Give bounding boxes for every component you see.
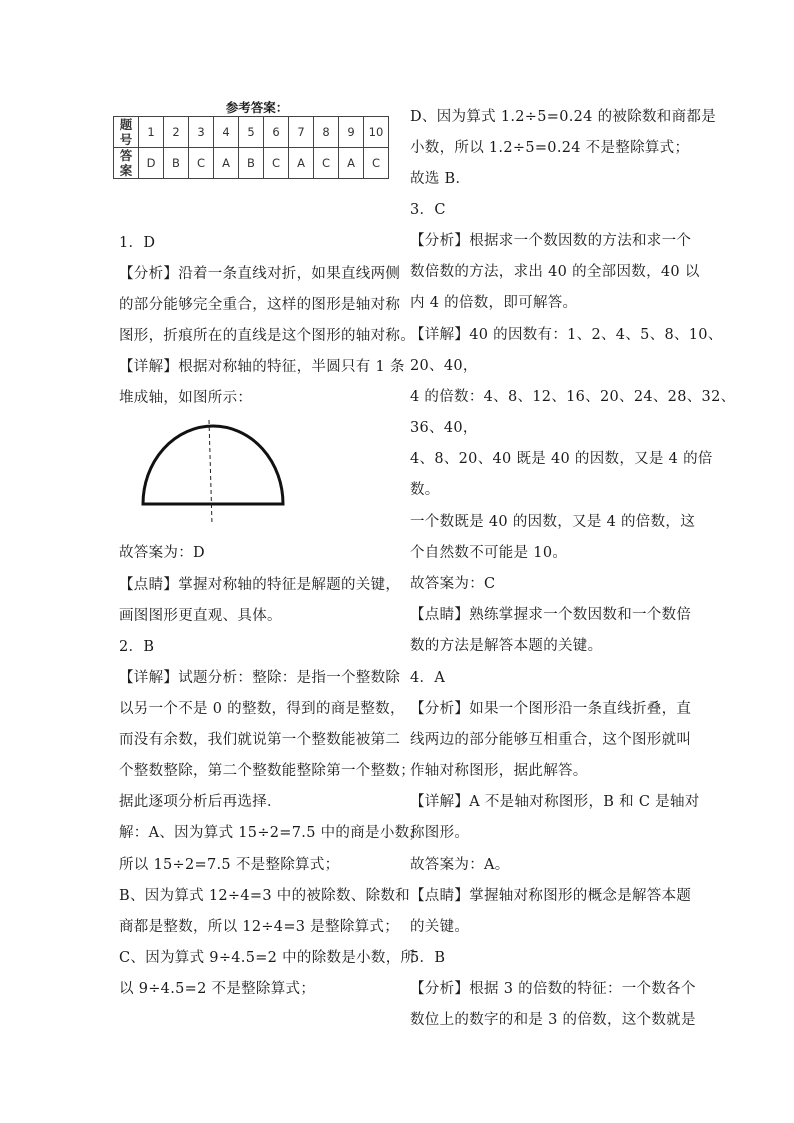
- answer-header: 答 案: [114, 148, 139, 179]
- analysis-line: 【分析】根据 3 的倍数的特征：一个数各个: [410, 981, 696, 997]
- detail-line: 而没有余数，我们就说第一个整数能被第二: [119, 732, 401, 748]
- answer-cell: A: [214, 148, 239, 179]
- analysis-line: 【分析】沿着一条直线对折，如果直线两侧: [119, 266, 401, 282]
- detail-line: 【详解】根据对称轴的特征，半圆只有 1 条: [119, 359, 405, 375]
- detail-line: 以另一个不是 0 的整数，得到的商是整数，: [119, 701, 405, 717]
- question-number-cell: 5: [239, 117, 264, 148]
- answer-line: 故选 B．: [410, 171, 471, 187]
- key-point-line: 画图图形更直观、具体。: [119, 608, 282, 624]
- detail-line: 4、8、20、40 既是 40 的因数，又是 4 的倍: [410, 451, 713, 467]
- key-point-line: 【点睛】熟练掌握求一个数因数和一个数倍: [410, 607, 692, 623]
- question-number-cell: 3: [189, 117, 214, 148]
- question-number-cell: 8: [314, 117, 339, 148]
- answer-cell: B: [239, 148, 264, 179]
- analysis-line: 数位上的数字的和是 3 的倍数，这个数就是: [410, 1012, 696, 1028]
- detail-line: 20、40，: [410, 358, 478, 374]
- solution-line: B、因为算式 12÷4=3 中的被除数、除数和: [119, 888, 410, 904]
- answer-line: 故答案为：C: [410, 576, 496, 592]
- question-number-header: 题 号: [114, 117, 139, 148]
- solution-line: 商都是整数，所以 12÷4=3 是整除算式；: [119, 919, 400, 935]
- answer-cell: C: [364, 148, 389, 179]
- answer-cell: B: [164, 148, 189, 179]
- question-5-answer: 5．B: [410, 950, 446, 966]
- detail-line: 据此逐项分析后再选择．: [119, 794, 282, 810]
- solution-line: 解：A、因为算式 15÷2=7.5 中的商是小数，: [119, 825, 425, 841]
- analysis-line: 作轴对称图形，据此解答。: [410, 763, 588, 779]
- semicircle-shape: [143, 426, 283, 504]
- question-number-row: [114, 117, 389, 148]
- answer-key-table: [113, 116, 389, 179]
- detail-line: 数。: [410, 482, 440, 498]
- analysis-line: 数倍数的方法，求出 40 的全部因数，40 以: [410, 264, 700, 280]
- question-1-answer: 1．D: [119, 235, 156, 251]
- analysis-line: 内 4 的倍数，即可解答。: [410, 295, 578, 311]
- answer-row: [114, 148, 389, 179]
- symmetry-axis-line: [209, 420, 212, 524]
- question-number-cell: 1: [139, 117, 164, 148]
- detail-line: 堆成轴，如图所示：: [119, 390, 253, 406]
- key-point-line: 数的方法是解答本题的关键。: [410, 638, 603, 654]
- question-number-cell: 9: [339, 117, 364, 148]
- answer-cell: C: [189, 148, 214, 179]
- answer-cell: A: [289, 148, 314, 179]
- detail-line: 一个数既是 40 的因数，又是 4 的倍数，这: [410, 514, 696, 530]
- solution-line: 以 9÷4.5=2 不是整除算式；: [119, 981, 316, 997]
- answer-cell: D: [139, 148, 164, 179]
- solution-line: C、因为算式 9÷4.5=2 中的除数是小数，所: [119, 950, 416, 966]
- question-4-answer: 4．A: [410, 670, 446, 686]
- solution-line: 所以 15÷2=7.5 不是整除算式；: [119, 857, 340, 873]
- analysis-line: 【分析】根据求一个数因数的方法和求一个: [410, 233, 692, 249]
- analysis-line: 【分析】如果一个图形沿一条直线折叠，直: [410, 701, 692, 717]
- question-3-answer: 3．C: [410, 202, 446, 218]
- question-number-cell: 2: [164, 117, 189, 148]
- detail-line: 【详解】试题分析：整除：是指一个整数除: [119, 670, 401, 686]
- answer-key-title: 参考答案：: [225, 100, 289, 115]
- detail-line: 称图形。: [410, 825, 470, 841]
- question-number-cell: 10: [364, 117, 389, 148]
- solution-line: D、因为算式 1.2÷5=0.24 的被除数和商都是: [410, 109, 717, 125]
- analysis-line: 的部分能够完全重合，这样的图形是轴对称: [119, 297, 401, 313]
- detail-line: 个自然数不可能是 10。: [410, 545, 568, 561]
- analysis-line: 线两边的部分能够互相重合，这个图形就叫: [410, 732, 692, 748]
- answer-cell: C: [314, 148, 339, 179]
- question-number-cell: 7: [289, 117, 314, 148]
- answer-cell: C: [264, 148, 289, 179]
- detail-line: 4 的倍数：4、8、12、16、20、24、28、32、: [410, 389, 736, 405]
- detail-line: 36、40，: [410, 420, 478, 436]
- detail-line: 【详解】40 的因数有：1、2、4、5、8、10、: [410, 327, 723, 343]
- key-point-line: 【点睛】掌握对称轴的特征是解题的关键，: [119, 577, 401, 593]
- key-point-line: 【点睛】掌握轴对称图形的概念是解答本题: [410, 888, 692, 904]
- answer-cell: A: [339, 148, 364, 179]
- answer-line: 故答案为：A。: [410, 857, 510, 873]
- detail-line: 【详解】A 不是轴对称图形，B 和 C 是轴对: [410, 794, 700, 810]
- question-number-cell: 4: [214, 117, 239, 148]
- analysis-line: 图形，折痕所在的直线是这个图形的轴对称。: [119, 328, 415, 344]
- question-number-cell: 6: [264, 117, 289, 148]
- solution-line: 小数，所以 1.2÷5=0.24 不是整除算式；: [410, 140, 690, 156]
- question-2-answer: 2．B: [119, 639, 155, 655]
- detail-line: 个整数整除，第二个整数能整除第一个整数；: [119, 763, 415, 779]
- key-point-line: 的关键。: [410, 919, 470, 935]
- semicircle-symmetry-figure: [138, 418, 288, 526]
- answer-line: 故答案为：D: [119, 545, 205, 561]
